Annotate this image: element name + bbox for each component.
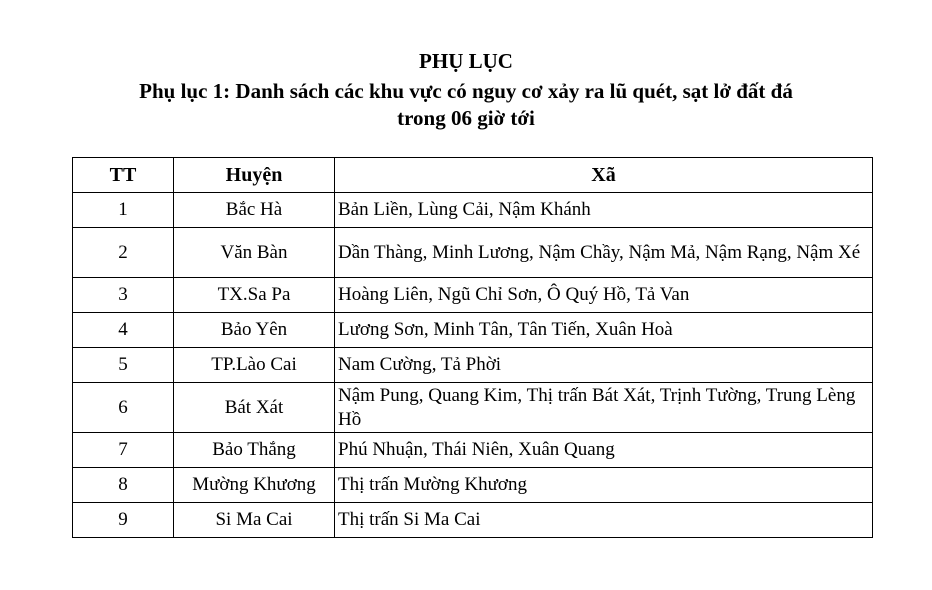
district-cell: Bảo Yên — [174, 313, 335, 348]
appendix-subheading-line-2: trong 06 giờ tới — [397, 106, 535, 130]
table-row — [73, 313, 873, 348]
district-cell: Văn Bàn — [174, 228, 335, 278]
table-row — [73, 278, 873, 313]
district-cell: Bảo Thắng — [174, 433, 335, 468]
row-number: 8 — [73, 468, 174, 503]
district-cell: TX.Sa Pa — [174, 278, 335, 313]
district-cell: Si Ma Cai — [174, 503, 335, 538]
risk-area-table — [72, 157, 873, 538]
communes-cell: Lương Sơn, Minh Tân, Tân Tiến, Xuân Hoà — [335, 313, 873, 348]
table-row — [73, 468, 873, 503]
district-cell: Bát Xát — [174, 383, 335, 433]
row-number: 7 — [73, 433, 174, 468]
row-number: 9 — [73, 503, 174, 538]
district-cell: Mường Khương — [174, 468, 335, 503]
row-number: 1 — [73, 193, 174, 228]
column-header-huyen: Huyện — [174, 158, 335, 193]
district-cell: Bắc Hà — [174, 193, 335, 228]
row-number: 3 — [73, 278, 174, 313]
table-row — [73, 193, 873, 228]
communes-cell: Thị trấn Si Ma Cai — [335, 503, 873, 538]
communes-cell: Nam Cường, Tả Phời — [335, 348, 873, 383]
row-number: 4 — [73, 313, 174, 348]
communes-cell: Thị trấn Mường Khương — [335, 468, 873, 503]
row-number: 2 — [73, 228, 174, 278]
table-row — [73, 433, 873, 468]
district-cell: TP.Lào Cai — [174, 348, 335, 383]
column-header-xa: Xã — [335, 158, 873, 193]
column-header-tt: TT — [73, 158, 174, 193]
communes-cell: Hoàng Liên, Ngũ Chỉ Sơn, Ô Quý Hồ, Tả Van — [335, 278, 873, 313]
table-header-row — [73, 158, 873, 193]
communes-cell: Phú Nhuận, Thái Niên, Xuân Quang — [335, 433, 873, 468]
table-row — [73, 228, 873, 278]
communes-cell: Nậm Pung, Quang Kim, Thị trấn Bát Xát, Trịnh Tường, Trung Lèng Hồ — [335, 383, 873, 433]
appendix-subheading-line-1: Phụ lục 1: Danh sách các khu vực có nguy cơ xảy ra lũ quét, sạt lở đất đá — [139, 79, 793, 103]
communes-cell: Dần Thàng, Minh Lương, Nậm Chầy, Nậm Mả, Nậm Rạng, Nậm Xé — [335, 228, 873, 278]
table-row — [73, 348, 873, 383]
appendix-heading: PHỤ LỤC — [419, 49, 513, 73]
row-number: 6 — [73, 383, 174, 433]
communes-cell: Bản Liền, Lùng Cải, Nậm Khánh — [335, 193, 873, 228]
table-row — [73, 383, 873, 433]
row-number: 5 — [73, 348, 174, 383]
table-row — [73, 503, 873, 538]
